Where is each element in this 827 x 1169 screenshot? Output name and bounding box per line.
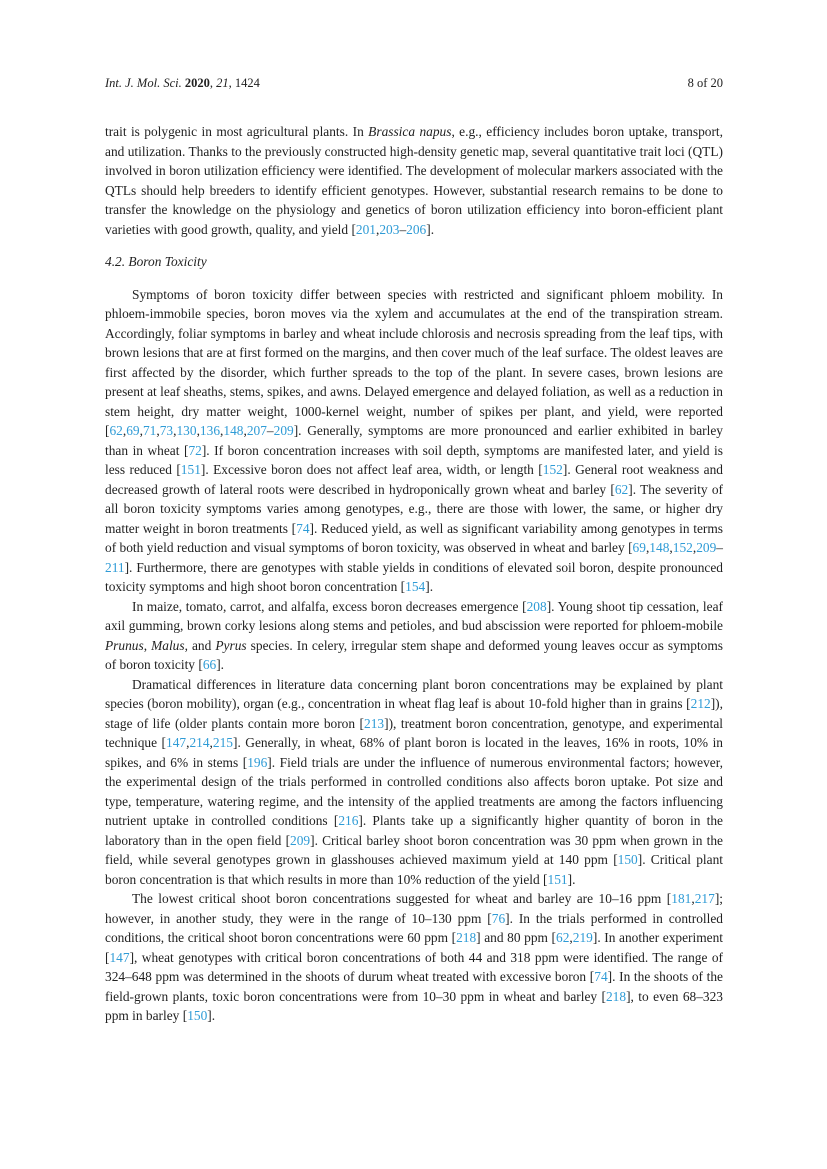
bold-text: 2020 (184, 76, 210, 90)
citation-link[interactable]: 151 (180, 462, 201, 477)
page-content (105, 76, 723, 1026)
citation-link[interactable]: 216 (338, 813, 359, 828)
paragraph-other-species: In maize, tomato, carrot, and alfalfa, excess boron decreases emergence [208]. Young shoot tip cessation, leaf axil gumming, brown corky lesions along stems and petioles, and bud abscission were reported for phloem-mobile Prunus, Malus, and Pyrus species. In celery, irregular stem shape and deformed young leaves occur as symptoms of boron toxicity [66]. (105, 598, 723, 672)
article-body (105, 122, 723, 1026)
citation-link[interactable]: 62 (109, 423, 123, 438)
citation-link[interactable]: 209 (696, 540, 717, 555)
citation-link[interactable]: 208 (526, 598, 547, 614)
citation-link[interactable]: 66 (202, 657, 217, 672)
paragraph-critical-concentrations: The lowest critical shoot boron concentrations suggested for wheat and barley are 10–16 ppm [181,217]; however, in another study, they were in the range of 10–130 ppm [76]. In the trials performed in controlled conditions, the critical shoot boron concentrations were 60 ppm [218] and 80 ppm [62,219]. In another experiment [147], wheat genotypes with critical boron concentrations of both 44 and 318 ppm were identified. The range of 324–648 ppm was determined in the shoots of durum wheat treated with excessive boron [74]. In the shoots of the field-grown plants, toxic boron concentrations were from 10–30 ppm in wheat and barley [218], to even 68–323 ppm in barley [150]. (105, 891, 724, 1023)
italic-text: Brassica napus (368, 124, 452, 139)
citation-link[interactable]: 69 (126, 423, 140, 438)
page-number: 8 of 20 (687, 76, 723, 90)
citation-link[interactable]: 196 (247, 754, 268, 770)
citation-link[interactable]: 71 (142, 423, 157, 438)
citation-link[interactable]: 154 (405, 579, 426, 594)
citation-link[interactable]: 214 (189, 735, 210, 750)
citation-link[interactable]: 147 (166, 735, 187, 750)
citation-link[interactable]: 219 (572, 930, 593, 945)
citation-link[interactable]: 151 (547, 871, 568, 887)
paragraph-toxicity-symptoms: Symptoms of boron toxicity differ between species with restricted and significant phloem mobility. In phloem-immobile species, boron moves via the xylem and accumulates at the end of the transpiration stream. Accordingly, foliar symptoms in barley and wheat include chlorosis and necrosis spreading from the leaf tips, with brown lesions that are at first formed on the margins, and then cover much of the leaf surface. The oldest leaves are first affected by the disorder, which further spreads to the top of the plant. In severe cases, brown lesions are present at leaf sheaths, stems, spikes, and awns. Delayed emergence and delayed foliation, as well as a reduction in stem height, dry matter weight, 1000-kernel weight, number of spikes per plant, and yield, were reported [62,69,71,73,130,136,148,207–209]. Generally, symptoms are more pronounced and earlier exhibited in barley than in wheat [72]. If boron concentration increases with soil depth, symptoms are manifested later, and yield is less reduced [151]. Excessive boron does not affect leaf area, width, or length [152]. General root weakness and decreased growth of lateral roots were described in hydroponically grown wheat and barley [62]. The severity of all boron toxicity symptoms varies among genotypes, e.g., there are those with lower, the same, or higher dry matter weight in boron treatments [74]. Reduced yield, as well as significant variability among genotypes in terms of both yield reduction and visual symptoms of boron toxicity, was observed in wheat and barley [69,148,152,209–211]. Furthermore, there are genotypes with stable yields in conditions of elevated soil boron, despite pronounced toxicity symptoms and high shoot boron concentration [154]. (105, 286, 723, 594)
citation-link[interactable]: 181 (671, 891, 692, 906)
italic-text: Prunus (105, 637, 144, 653)
citation-link[interactable]: 206 (406, 221, 427, 237)
citation-link[interactable]: 217 (694, 891, 715, 906)
citation-link[interactable]: 62 (614, 481, 629, 497)
citation-link[interactable]: 148 (649, 540, 670, 555)
citation-link[interactable]: 203 (379, 221, 400, 237)
citation-link[interactable]: 215 (212, 735, 233, 750)
citation-link[interactable]: 213 (364, 715, 385, 731)
italic-text: 21 (216, 76, 229, 90)
italic-text: Pyrus (215, 637, 247, 653)
citation-link[interactable]: 207 (246, 423, 267, 438)
citation-link[interactable]: 211 (105, 559, 125, 575)
citation-link[interactable]: 218 (605, 988, 627, 1004)
paragraph-boron-efficiency: trait is polygenic in most agricultural plants. In Brassica napus, e.g., efficiency includes boron uptake, transport, and utilization. Thanks to the previously constructed high-density genetic map, several quantitative trait loci (QTL) involved in boron utilization efficiency were identified. The development of molecular markers associated with the QTLs should help breeders to identify efficient genotypes. However, substantial research remains to be done to transfer the knowledge on the physiology and genetics of boron utilization efficiency into boron-efficient plant varieties with good growth, quality, and yield [201,203–206]. (105, 124, 723, 237)
section-heading-4-2: 4.2. Boron Toxicity (105, 254, 207, 269)
citation-link[interactable]: 74 (594, 969, 608, 984)
citation-link[interactable]: 150 (187, 1008, 208, 1023)
citation-link[interactable]: 72 (188, 442, 202, 458)
citation-link[interactable]: 150 (617, 852, 638, 867)
citation-link[interactable]: 73 (159, 423, 174, 438)
citation-link[interactable]: 74 (296, 520, 310, 536)
citation-link[interactable]: 130 (176, 423, 197, 438)
journal-citation: Int. J. Mol. Sci. 2020, 21, 1424 (105, 76, 260, 90)
running-head (105, 76, 723, 91)
citation-link[interactable]: 136 (199, 423, 221, 438)
italic-text: Int. J. Mol. Sci. (105, 76, 185, 90)
citation-link[interactable]: 69 (632, 540, 646, 555)
citation-link[interactable]: 148 (223, 423, 244, 438)
citation-link[interactable]: 209 (273, 423, 294, 438)
italic-text: Malus (151, 637, 185, 653)
paragraph-concentration-differences: Dramatical differences in literature data concerning plant boron concentrations may be explained by plant species (boron mobility), organ (e.g., concentration in wheat flag leaf is about 10-fold higher than in grains [212]), stage of life (older plants contain more boron [213]), treatment boron concentration, genotype, and experimental technique [147,214,215]. Generally, in wheat, 68% of plant boron is located in the leaves, 16% in roots, 10% in spikes, and 6% in stems [196]. Field trials are under the influence of numerous environmental factors; however, the experimental design of the trials performed in controlled conditions also affects boron uptake. Pot size and type, temperature, watering regime, and the intensity of the applied treatments are among the factors influencing nutrient uptake in controlled conditions [216]. Plants take up a significantly higher quantity of boron in the laboratory than in the open field [209]. Critical barley shoot boron concentration was 30 ppm when grown in the field, while several genotypes grown in glasshouses achieved maximum yield at 140 ppm [150]. Critical plant boron concentration is that which results in more than 10% reduction of the yield [151]. (105, 676, 723, 887)
citation-link[interactable]: 152 (672, 540, 693, 555)
citation-link[interactable]: 76 (491, 910, 506, 926)
citation-link[interactable]: 201 (355, 221, 376, 237)
citation-link[interactable]: 209 (290, 832, 311, 848)
citation-link[interactable]: 62 (556, 930, 570, 945)
citation-link[interactable]: 152 (542, 462, 563, 477)
citation-link[interactable]: 147 (109, 949, 130, 965)
citation-link[interactable]: 212 (690, 696, 711, 711)
citation-link[interactable]: 218 (456, 930, 477, 945)
